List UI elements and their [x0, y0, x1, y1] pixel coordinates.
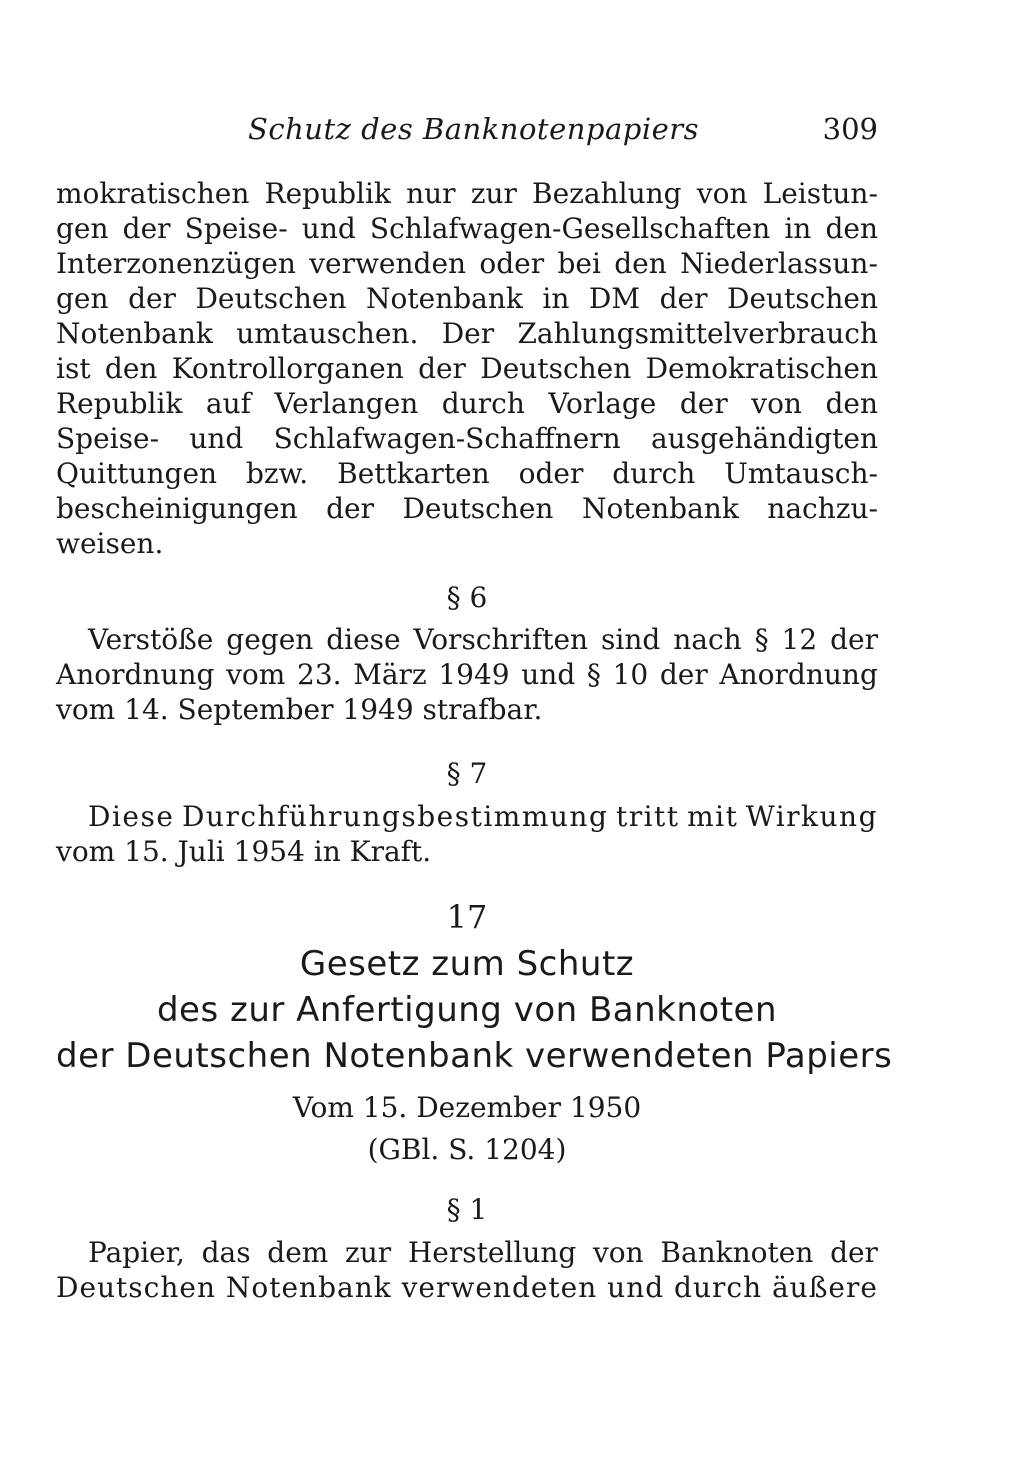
law-title-line: Gesetz zum Schutz — [299, 944, 635, 984]
continuation-paragraph — [56, 176, 878, 561]
text-line: Diese Durchführungsbestimmung tritt mit Wirkung — [88, 800, 878, 833]
section-7-paragraph — [56, 799, 878, 869]
law-title-line: des zur Anfertigung von Banknoten — [156, 990, 778, 1030]
law-number: 17 — [446, 898, 488, 936]
running-title: Schutz des Banknotenpapiers — [248, 112, 700, 146]
section-6-heading: § 6 — [446, 581, 488, 614]
text-line: ist den Kontrollorganen der Deutschen Demokratischen — [56, 352, 878, 385]
text-line: Papier, das dem zur Herstellung von Banknoten der — [88, 1236, 878, 1269]
section-7-heading: § 7 — [446, 757, 488, 790]
page-number: 309 — [822, 112, 878, 146]
text-line: bescheinigungen der Deutschen Notenbank nachzu- — [56, 492, 878, 525]
section-1-heading: § 1 — [446, 1193, 488, 1226]
text-line: Verstöße gegen diese Vorschriften sind nach § 12 der — [88, 623, 878, 656]
section-6-paragraph — [56, 622, 878, 727]
text-line: Republik auf Verlangen durch Vorlage der von den — [56, 387, 878, 420]
text-line: weisen. — [56, 527, 164, 560]
law-source: (GBl. S. 1204) — [367, 1133, 567, 1166]
text-line: gen der Deutschen Notenbank in DM der Deutschen — [56, 282, 878, 315]
text-line: vom 15. Juli 1954 in Kraft. — [56, 835, 432, 868]
text-line: Deutschen Notenbank verwendeten und durch äußere — [56, 1271, 878, 1304]
section-1-paragraph — [56, 1235, 878, 1305]
text-line: Anordnung vom 23. März 1949 und § 10 der Anordnung — [56, 658, 878, 691]
text-line: Quittungen bzw. Bettkarten oder durch Umtausch- — [56, 457, 878, 490]
text-line: Notenbank umtauschen. Der Zahlungsmittelverbrauch — [56, 317, 878, 350]
document-page — [56, 0, 893, 1458]
text-line: Speise- und Schlafwagen-Schaffnern ausgehändigten — [56, 422, 878, 455]
law-title-line: der Deutschen Notenbank verwendeten Papiers — [56, 1036, 893, 1076]
law-date: Vom 15. Dezember 1950 — [292, 1091, 642, 1124]
text-line: gen der Speise- und Schlafwagen-Gesellschaften in den — [56, 212, 878, 245]
text-line: vom 14. September 1949 strafbar. — [56, 693, 543, 726]
text-line: mokratischen Republik nur zur Bezahlung von Leistun- — [56, 177, 878, 210]
running-head — [56, 112, 878, 152]
text-line: Interzonenzügen verwenden oder bei den Niederlassun- — [56, 247, 878, 280]
